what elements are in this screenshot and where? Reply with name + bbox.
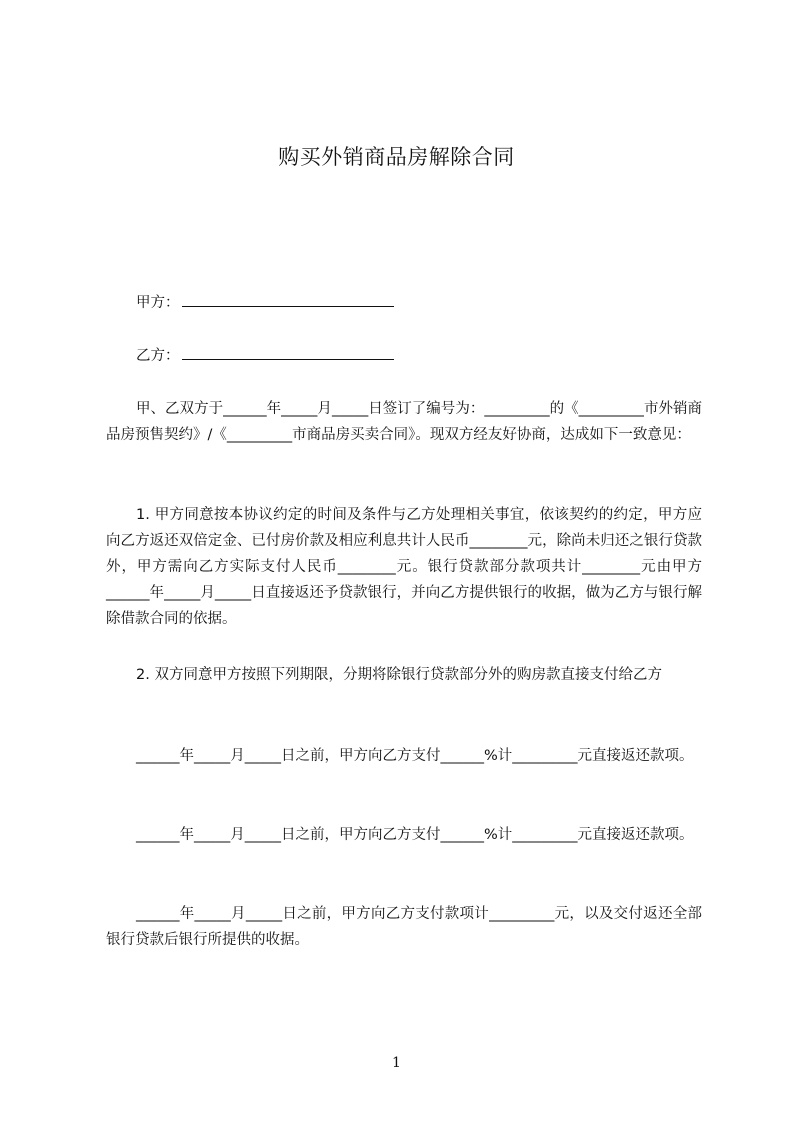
paragraph-installment-3: ______年_____月_____日之前，甲方向乙方支付款项计_________元，以及交付返还全部银行贷款后银行所提供的收据。 [106, 906, 702, 948]
party-b-line [136, 345, 394, 366]
paragraph-installment-1: ______年_____月_____日之前，甲方向乙方支付______%计_________元直接返还款项。 [136, 748, 694, 764]
party-a-line [136, 292, 394, 313]
paragraph-intro: 甲、乙双方于______年_____月_____日签订了编号为：_________的《_________市外销商品房预售契约》/《_________市商品房买卖合同》。现双方经友好协商，达成如下一致意见： [106, 401, 702, 443]
paragraph-installment-2: ______年_____月_____日之前，甲方向乙方支付______%计_________元直接返还款项。 [136, 827, 694, 843]
paragraph-clause-2: 2. 双方同意甲方按照下列期限，分期将除银行贷款部分外的购房款直接支付给乙方 [136, 667, 662, 683]
document-title: 购买外销商品房解除合同 [278, 145, 515, 169]
party-b-blank [182, 345, 394, 360]
party-a-blank [182, 292, 394, 307]
paragraph-clause-1: 1. 甲方同意按本协议约定的时间及条件与乙方处理相关事宜，依该契约的约定，甲方应向乙方返还双倍定金、已付房价款及相应利息共计人民币________元，除尚未归还之银行贷款外，甲方需向乙方实际支付人民币________元。银行贷款部分款项共计________元由甲方______年_____月_____日直接返还予贷款银行，并向乙方提供银行的收据，做为乙方与银行解除借款合同的依据。 [106, 507, 702, 627]
page-number: 1 [392, 1055, 401, 1071]
party-a-label: 甲方： [136, 295, 180, 311]
party-b-label: 乙方： [136, 348, 180, 364]
